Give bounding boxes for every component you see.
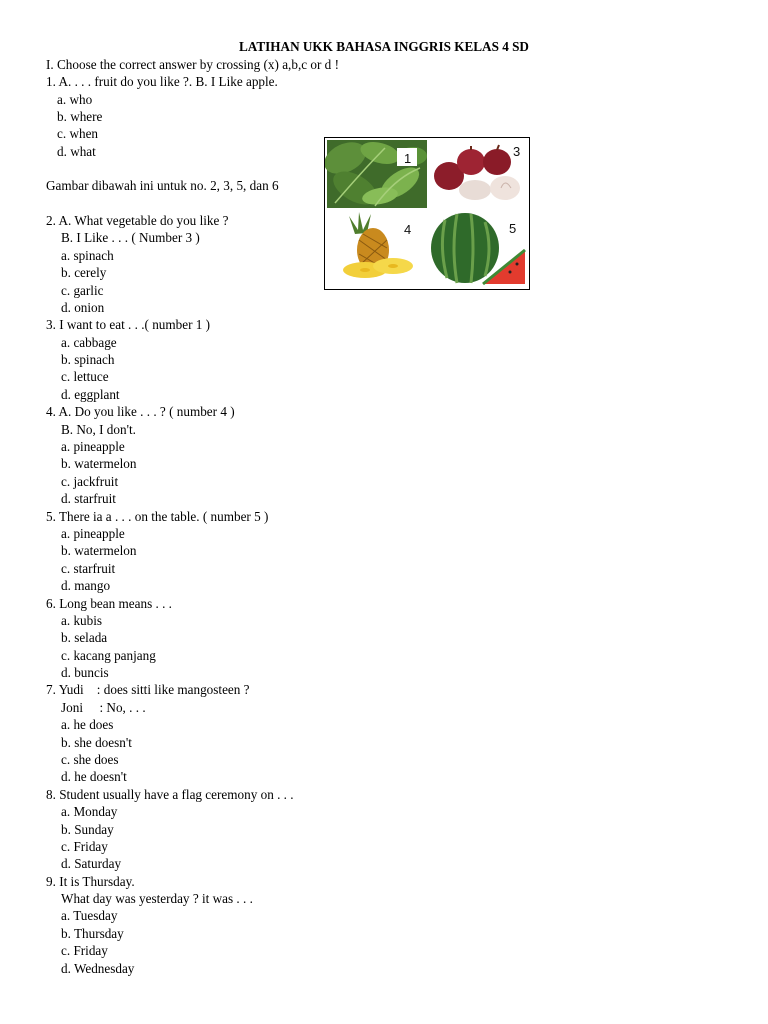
question-2-text-b: B. I Like . . . ( Number 3 ) <box>61 230 200 245</box>
question-8-option-d: d. Saturday <box>61 856 122 871</box>
question-5-option-b: b. watermelon <box>61 543 137 558</box>
question-8-text: 8. Student usually have a flag ceremony on . . . <box>46 787 294 802</box>
question-4-text: 4. A. Do you like . . . ? ( number 4 ) <box>46 404 235 419</box>
question-7-option-b: b. she doesn't <box>61 735 132 750</box>
question-6-option-b: b. selada <box>61 630 108 645</box>
question-2-text: 2. A. What vegetable do you like ? <box>46 213 229 228</box>
picture-note: Gambar dibawah ini untuk no. 2, 3, 5, dan 6 <box>46 178 279 193</box>
figure-label-5: 5 <box>509 221 517 236</box>
question-1-option-d: d. what <box>57 144 96 159</box>
leafy-greens-image <box>325 138 427 211</box>
question-9-option-c: c. Friday <box>61 943 108 958</box>
question-7-text: 7. Yudi : does sitti like mangosteen ? <box>46 682 250 697</box>
question-3-option-c: c. lettuce <box>61 369 109 384</box>
worksheet-title: LATIHAN UKK BAHASA INGGRIS KELAS 4 SD <box>239 39 529 54</box>
question-2-option-d: d. onion <box>61 300 105 315</box>
question-2-option-c: c. garlic <box>61 283 104 298</box>
question-9-option-a: a. Tuesday <box>61 908 118 923</box>
question-3-option-d: d. eggplant <box>61 387 120 402</box>
question-8-option-a: a. Monday <box>61 804 118 819</box>
question-1-text: 1. A. . . . fruit do you like ?. B. I Like apple. <box>46 74 278 89</box>
question-4-option-b: b. watermelon <box>61 456 137 471</box>
question-5-text: 5. There ia a . . . on the table. ( number 5 ) <box>46 509 269 524</box>
question-4-option-d: d. starfruit <box>61 491 116 506</box>
question-6-option-a: a. kubis <box>61 613 103 628</box>
question-6-option-c: c. kacang panjang <box>61 648 156 663</box>
figure-label-1: 1 <box>404 151 412 166</box>
question-7-text-b: Joni : No, . . . <box>61 700 146 715</box>
question-2-option-a: a. spinach <box>61 248 114 263</box>
question-7-option-c: c. she does <box>61 752 119 767</box>
question-9-text-b: What day was yesterday ? it was . . . <box>61 891 253 906</box>
question-5-option-c: c. starfruit <box>61 561 116 576</box>
instruction-text: I. Choose the correct answer by crossing (x) a,b,c or d ! <box>46 57 339 72</box>
question-6-option-d: d. buncis <box>61 665 109 680</box>
question-8-option-b: b. Sunday <box>61 822 114 837</box>
question-1-option-b: b. where <box>57 109 103 124</box>
question-5-option-a: a. pineapple <box>61 526 125 541</box>
question-3-option-b: b. spinach <box>61 352 115 367</box>
figure-label-3: 3 <box>513 144 521 159</box>
vegetables-figure <box>324 137 530 290</box>
question-1-option-c: c. when <box>57 126 99 141</box>
question-7-option-a: a. he does <box>61 717 114 732</box>
question-7-option-d: d. he doesn't <box>61 769 127 784</box>
question-9-option-b: b. Thursday <box>61 926 124 941</box>
pineapple-image <box>327 210 427 287</box>
question-2-option-b: b. cerely <box>61 265 107 280</box>
question-8-option-c: c. Friday <box>61 839 108 854</box>
question-6-text: 6. Long bean means . . . <box>46 596 172 611</box>
question-4-option-c: c. jackfruit <box>61 474 119 489</box>
question-3-option-a: a. cabbage <box>61 335 117 350</box>
question-3-text: 3. I want to eat . . .( number 1 ) <box>46 317 211 332</box>
question-5-option-d: d. mango <box>61 578 111 593</box>
question-1-option-a: a. who <box>57 92 93 107</box>
question-4-option-a: a. pineapple <box>61 439 125 454</box>
question-9-option-d: d. Wednesday <box>61 961 135 976</box>
figure-illustration <box>325 138 529 289</box>
question-9-text: 9. It is Thursday. <box>46 874 135 889</box>
question-4-text-b: B. No, I don't. <box>61 422 136 437</box>
figure-label-4: 4 <box>404 222 412 237</box>
